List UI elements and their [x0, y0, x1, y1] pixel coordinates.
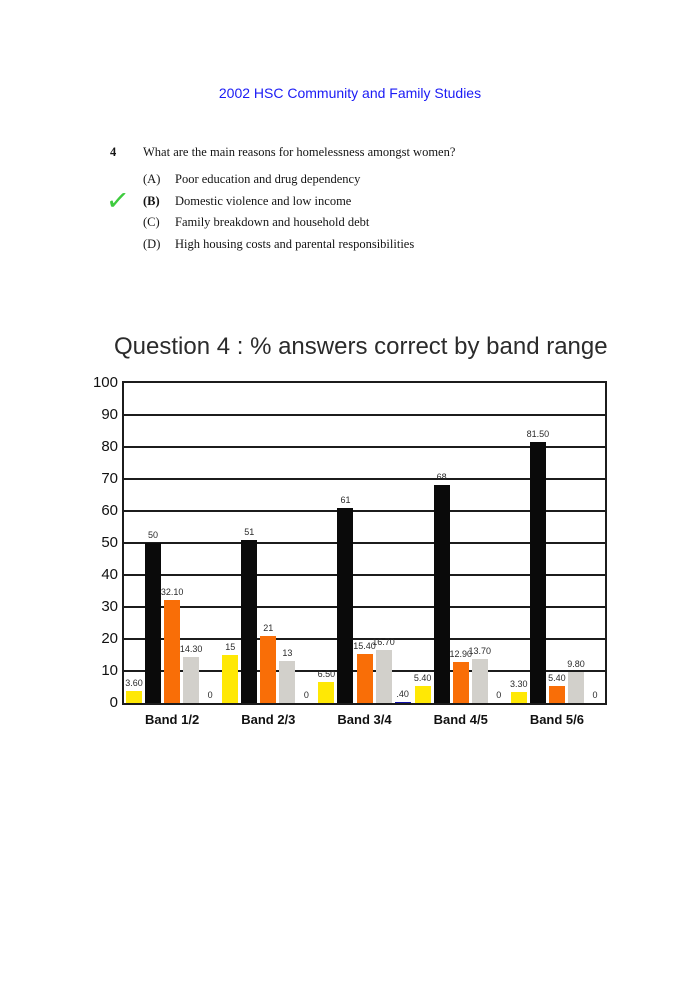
- bar-value-label: 0: [207, 690, 213, 700]
- bar-black-band-3-4: [337, 494, 353, 703]
- bar-cluster-band-1-2: [124, 383, 220, 703]
- x-tick-label-band-5-6: Band 5/6: [529, 712, 584, 727]
- bar-yellow-band-2-3: [222, 642, 238, 703]
- option-letter: (A): [143, 172, 161, 186]
- bar-value-label: 81.50: [526, 429, 550, 440]
- option-letter: (D): [143, 236, 161, 251]
- x-tick-label-band-2-3: Band 2/3: [241, 712, 296, 727]
- y-tick-label-100: 100: [92, 374, 118, 391]
- question-text: What are the main reasons for homelessness amongst women?: [143, 145, 456, 159]
- y-tick-label-30: 30: [101, 598, 118, 615]
- y-tick-label-60: 60: [101, 502, 118, 519]
- bar-gray-band-2-3: [279, 648, 295, 703]
- bar-yellow-band-5-6: [510, 679, 528, 703]
- option-text: High housing costs and parental responsibilities: [175, 236, 415, 251]
- option-d: [143, 237, 455, 259]
- bar-value-label: 12.90: [449, 648, 472, 659]
- x-tick-label-band-1-2: Band 1/2: [145, 712, 200, 727]
- bar-yellow-band-4-5: [413, 672, 432, 703]
- bar-black-band-4-5: [434, 472, 450, 703]
- option-text: Family breakdown and household debt: [175, 215, 370, 229]
- x-tick-label-band-4-5: Band 4/5: [433, 712, 488, 727]
- y-tick-label-0: 0: [109, 694, 118, 711]
- y-axis: [60, 374, 118, 711]
- option-c: [143, 215, 455, 237]
- y-tick-label-10: 10: [101, 662, 118, 679]
- bar-value-label: 16.70: [372, 636, 395, 647]
- bar-value-label: 5.40: [413, 672, 432, 683]
- bar-cluster-band-4-5: [413, 383, 509, 703]
- bar-value-label: 3.30: [510, 679, 528, 690]
- document-title: 2002 HSC Community and Family Studies: [218, 85, 482, 101]
- y-tick-label-20: 20: [101, 630, 118, 647]
- correct-answer-check-icon: ✓: [104, 182, 132, 218]
- bar-orange-band-2-3: [260, 622, 276, 703]
- question-number: 4: [110, 145, 117, 159]
- chart-title: Question 4 : % answers correct by band range: [114, 333, 608, 360]
- bar-orange-band-5-6: [548, 672, 566, 703]
- bar-value-label: 5.40: [548, 672, 566, 683]
- option-letter: (C): [143, 215, 160, 229]
- bar-value-label: 13: [282, 648, 293, 659]
- bar-cluster-band-5-6: [509, 383, 605, 703]
- bar-yellow-band-1-2: [125, 678, 143, 703]
- bar-blue-band-3-4: [395, 688, 411, 703]
- question-block: [104, 145, 456, 258]
- bar-value-label: 15: [225, 642, 236, 652]
- bar-black-band-5-6: [526, 429, 550, 703]
- answer-options: [104, 172, 455, 258]
- y-tick-label-70: 70: [101, 470, 118, 487]
- y-tick-label-90: 90: [101, 406, 118, 423]
- bar-value-label: 51: [244, 526, 255, 537]
- bar-value-label: 6.50: [317, 669, 336, 680]
- x-axis-labels: [124, 712, 605, 727]
- bar-value-label: .40: [396, 688, 409, 699]
- bar-black-band-1-2: [145, 530, 161, 703]
- bar-value-label: 0: [592, 690, 598, 700]
- bar-gray-band-5-6: [567, 658, 585, 703]
- bar-orange-band-3-4: [353, 640, 376, 703]
- y-tick-label-80: 80: [101, 438, 118, 455]
- bar-value-label: 32.10: [160, 587, 184, 598]
- bar-gray-band-3-4: [372, 636, 395, 703]
- bar-value-label: 13.70: [468, 646, 492, 657]
- bar-gray-band-4-5: [468, 646, 492, 703]
- bar-value-label: 14.30: [179, 644, 203, 655]
- bar-value-label: 0: [496, 690, 502, 700]
- plot-area: [122, 381, 607, 705]
- bar-yellow-band-3-4: [317, 669, 336, 703]
- bar-orange-band-4-5: [449, 648, 472, 703]
- bar-value-label: 61: [340, 494, 351, 505]
- x-tick-label-band-3-4: Band 3/4: [337, 712, 392, 727]
- bar-value-label: 68: [436, 472, 447, 483]
- bar-clusters: [124, 383, 605, 703]
- option-b: [104, 182, 455, 218]
- bar-value-label: 3.60: [125, 678, 143, 689]
- question-heading: [110, 145, 455, 160]
- bar-value-label: 21: [263, 622, 274, 633]
- bar-cluster-band-3-4: [316, 383, 412, 703]
- bar-value-label: 0: [303, 690, 309, 700]
- option-letter: (B): [143, 193, 160, 208]
- option-text: Poor education and drug dependency: [175, 172, 361, 186]
- y-tick-label-50: 50: [101, 534, 118, 551]
- bar-value-label: 50: [148, 530, 159, 540]
- bar-orange-band-1-2: [160, 587, 184, 703]
- bar-value-label: 9.80: [567, 658, 585, 669]
- option-a: [143, 172, 455, 194]
- option-text: Domestic violence and low income: [175, 193, 352, 208]
- bar-black-band-2-3: [241, 526, 257, 703]
- bar-gray-band-1-2: [179, 644, 203, 703]
- bar-value-label: 15.40: [353, 640, 376, 651]
- y-tick-label-40: 40: [101, 566, 118, 583]
- bar-cluster-band-2-3: [220, 383, 316, 703]
